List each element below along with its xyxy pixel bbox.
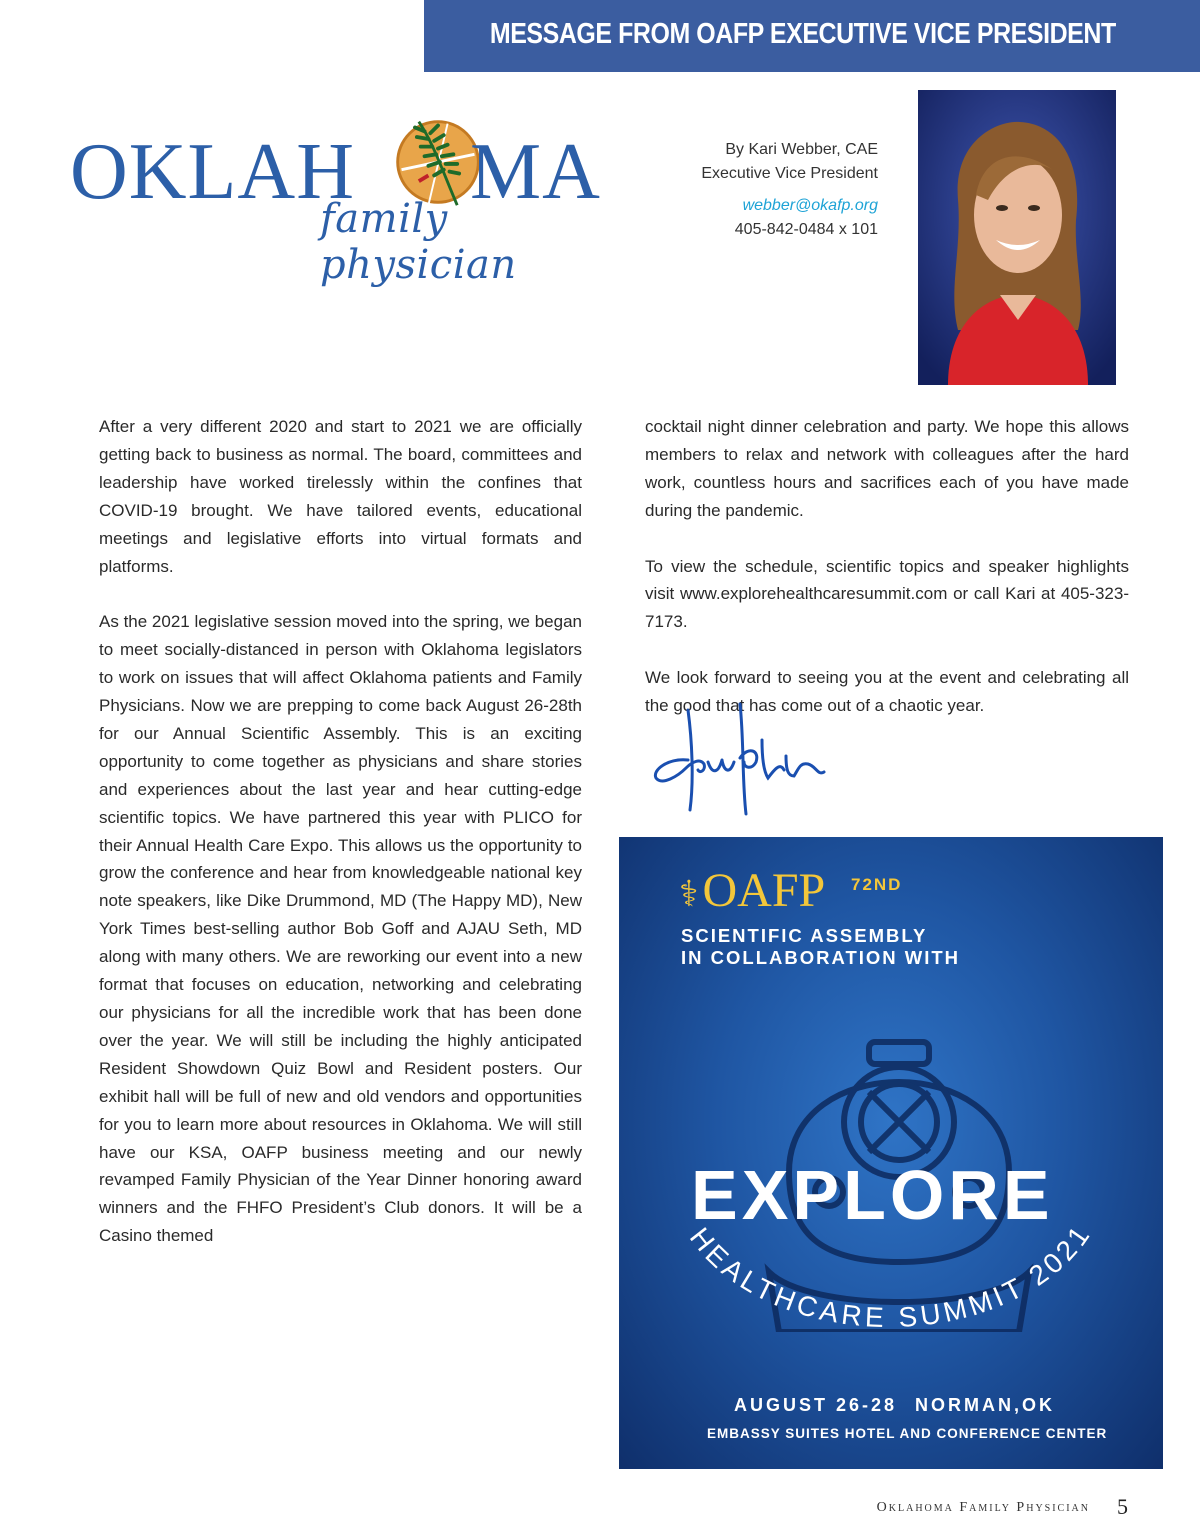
page-number: 5 <box>1117 1494 1128 1519</box>
author-phone: 405-842-0484 x 101 <box>734 221 878 238</box>
footer-publication: Oklahoma Family Physician <box>876 1500 1090 1515</box>
ad-arc-text <box>619 1217 1163 1357</box>
section-header-bar <box>424 0 1200 72</box>
svg-text:HEALTHCARE SUMMIT 2021: HEALTHCARE SUMMIT 2021 <box>683 1217 1098 1334</box>
author-photo <box>918 90 1116 385</box>
author-email-link[interactable]: webber@okafp.org <box>742 197 878 214</box>
logo-word-left: OKLAH <box>70 128 355 216</box>
caduceus-icon: ⚕ <box>679 874 699 914</box>
article-paragraph: After a very different 2020 and start to 2021 we are officially getting back to business as normal. The board, committees and leadership have worked tirelessly within the confines that COVID-19 brought. We have tailored events, educational meetings and legislative efforts into virtual formats and platforms. <box>99 417 582 576</box>
ad-venue: EMBASSY SUITES HOTEL AND CONFERENCE CENTER <box>707 1426 1108 1441</box>
section-title: MESSAGE FROM OAFP EXECUTIVE VICE PRESIDENT <box>490 18 1116 50</box>
author-byline <box>701 138 878 242</box>
article-paragraph: cocktail night dinner celebration and party. We hope this allows members to relax and network with colleagues after the hard work, countless hours and sacrifices each of you have made during the pandemic. <box>645 417 1129 520</box>
article-column-right <box>645 413 1129 748</box>
signature <box>648 700 828 820</box>
magazine-logo <box>70 108 630 288</box>
ad-brand: ⚕OAFP <box>679 864 826 917</box>
author-role: Executive Vice President <box>701 165 878 182</box>
ad-city: NORMAN,OK <box>915 1395 1055 1415</box>
ad-dates: AUGUST 26-28 <box>734 1395 898 1415</box>
article-paragraph: As the 2021 legislative session moved into the spring, we began to meet socially-distanced in person with Oklahoma legislators to work on issues that will affect Oklahoma patients and Family Physicians. Now we are prepping to come back August 26-28th for our Annual Scientific Assembly. This is an exciting opportunity to come together as physicians and share stories and experiences about the last year and hear cutting-edge scientific topics. We have partnered this year with PLICO for their Annual Health Care Expo. This allows us the opportunity to grow the conference and hear from knowledgeable national key note speakers, like Dike Drummond, MD (The Happy MD), New York Times best-selling author Bob Goff and AJAU Seth, MD along with many others. We are reworking our event into a new format that focuses on education, networking and celebrating our physicians for all the incredible work that has been done over the year. We will still be including the highly anticipated Resident Showdown Quiz Bowl and Resident posters. Our exhibit hall will be full of new and old vendors and opportunities for you to learn more about resources in Oklahoma. We will still have our KSA, OAFP business meeting and our newly revamped Family Physician of the Year Dinner honoring award winners and the FHFO President’s Club donors. It will be a Casino themed <box>99 612 582 1246</box>
ad-headline: EXPLORE <box>691 1156 1054 1234</box>
article-column-left <box>99 413 582 1278</box>
logo-subtitle: family physician <box>320 196 517 288</box>
ad-subtitle-line-1: SCIENTIFIC ASSEMBLY <box>681 925 928 946</box>
author-name: By Kari Webber, CAE <box>725 141 878 158</box>
summit-advertisement[interactable] <box>619 837 1163 1469</box>
article-paragraph: We look forward to seeing you at the event and celebrating all the good that has come out of a chaotic year. <box>645 668 1129 716</box>
logo-word-right: MA <box>470 128 601 216</box>
ad-subtitle-line-2: IN COLLABORATION WITH <box>681 947 961 968</box>
article-paragraph: To view the schedule, scientific topics and speaker highlights visit www.explorehealthcaresummit.com or call Kari at 405-323-7173. <box>645 556 1129 632</box>
ad-edition: 72ND <box>851 875 903 894</box>
